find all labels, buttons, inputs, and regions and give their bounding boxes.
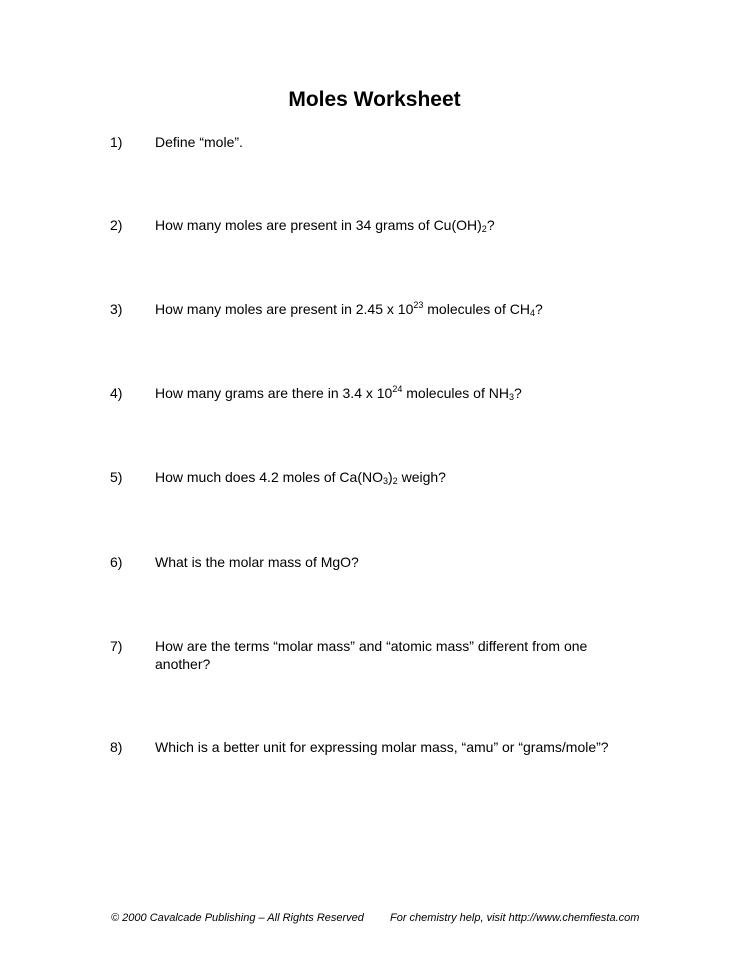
page-title: Moles Worksheet xyxy=(288,88,461,111)
question-number: 5) xyxy=(110,469,123,485)
question-text: How are the terms “molar mass” and “atomic mass” different from one another? xyxy=(155,638,588,672)
question-number: 7) xyxy=(110,638,123,654)
footer-help-link: For chemistry help, visit http://www.chemfiesta.com xyxy=(390,912,640,924)
question-text: Define “mole”. xyxy=(155,134,243,150)
question-number: 6) xyxy=(110,554,123,570)
question-text: How many moles are present in 34 grams of $Cu(OH)_2$? xyxy=(155,217,495,234)
question-number: 1) xyxy=(110,134,123,150)
question-number: 4) xyxy=(110,385,123,401)
question-number: 2) xyxy=(110,217,123,233)
question-number: 3) xyxy=(110,301,123,317)
footer-copyright: © 2000 Cavalcade Publishing – All Rights Reserved xyxy=(111,912,364,924)
question-text: Which is a better unit for expressing molar mass, “amu” or “grams/mole”? xyxy=(155,739,609,755)
question-text: How many moles are present in 2.45 x $10^{23}$ molecules of $CH_4$? xyxy=(155,300,543,318)
question-text: How many grams are there in 3.4 x $10^{24}$ molecules of $NH_3$? xyxy=(155,384,522,402)
question-text: How much does 4.2 moles of $Ca(NO_3)_2$ weigh? xyxy=(155,469,446,486)
question-number: 8) xyxy=(110,739,123,755)
question-text: What is the molar mass of MgO? xyxy=(155,554,359,570)
